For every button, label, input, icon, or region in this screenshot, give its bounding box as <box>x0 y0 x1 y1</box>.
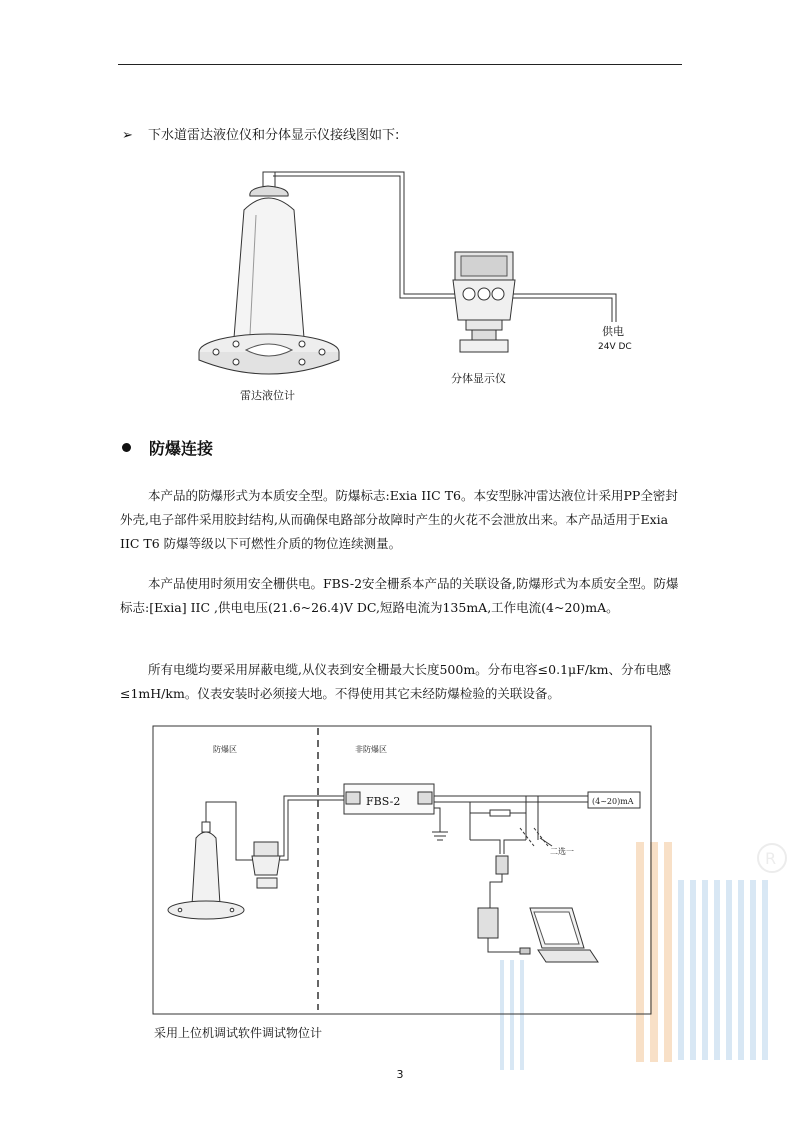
barrier-label: FBS-2 <box>366 795 401 808</box>
svg-text:R: R <box>765 849 777 868</box>
paragraph: 本产品的防爆形式为本质安全型。防爆标志:Exia IIC T6。本安型脉冲雷达液位计采用PP全密封外壳,电子部件采用胶封结构,从而确保电路部分故障时产生的火花不会泄放出来。本产品适用于Exia IIC T6 防爆等级以下可燃性介质的物位连续测量。 <box>120 488 678 551</box>
output-label: (4~20)mA <box>592 797 634 806</box>
diagram2-caption: 采用上位机调试软件调试物位计 <box>154 1026 323 1040</box>
diagram2-frame <box>153 726 651 1014</box>
resistor <box>490 810 510 816</box>
bullet-dot-icon <box>122 443 131 452</box>
intro-text: 下水道雷达液位仪和分体显示仪接线图如下: <box>148 128 400 143</box>
connector-plug <box>496 856 508 874</box>
choose-one-label: 二选一 <box>550 847 574 856</box>
zone-hazard: 防爆区 <box>213 745 237 754</box>
section-title: 防爆连接 <box>149 439 214 458</box>
usb-converter <box>478 908 498 938</box>
paragraph: 本产品使用时须用安全栅供电。FBS-2安全栅系本产品的关联设备,防爆形式为本质安全型。防爆标志:[Exia] IIC ,供电电压(21.6~26.4)V DC,短路电流为135mA,工作电流(4~20)mA。 <box>120 576 679 615</box>
laptop-icon <box>520 908 598 962</box>
power-spec: 24V DC <box>598 342 632 352</box>
fbs2-barrier <box>344 784 434 814</box>
display-label: 分体显示仪 <box>451 372 506 385</box>
display-small <box>252 842 280 888</box>
radar-label: 雷达液位计 <box>240 389 295 402</box>
page-number: 3 <box>396 1068 404 1081</box>
section-heading <box>122 436 213 459</box>
radar-meter-small <box>168 822 244 919</box>
arrow-bullet-icon: ➢ <box>122 128 133 143</box>
power-label: 供电 <box>602 325 624 338</box>
split-display-unit <box>453 252 515 352</box>
zone-safe: 非防爆区 <box>355 745 387 754</box>
paragraph: 所有电缆均要采用屏蔽电缆,从仪表到安全栅最大长度500m。分布电容≤0.1μF/km、分布电感≤1mH/km。仪表安装时必须接大地。不得使用其它未经防爆检验的关联设备。 <box>120 662 671 701</box>
radar-level-meter <box>199 172 339 374</box>
